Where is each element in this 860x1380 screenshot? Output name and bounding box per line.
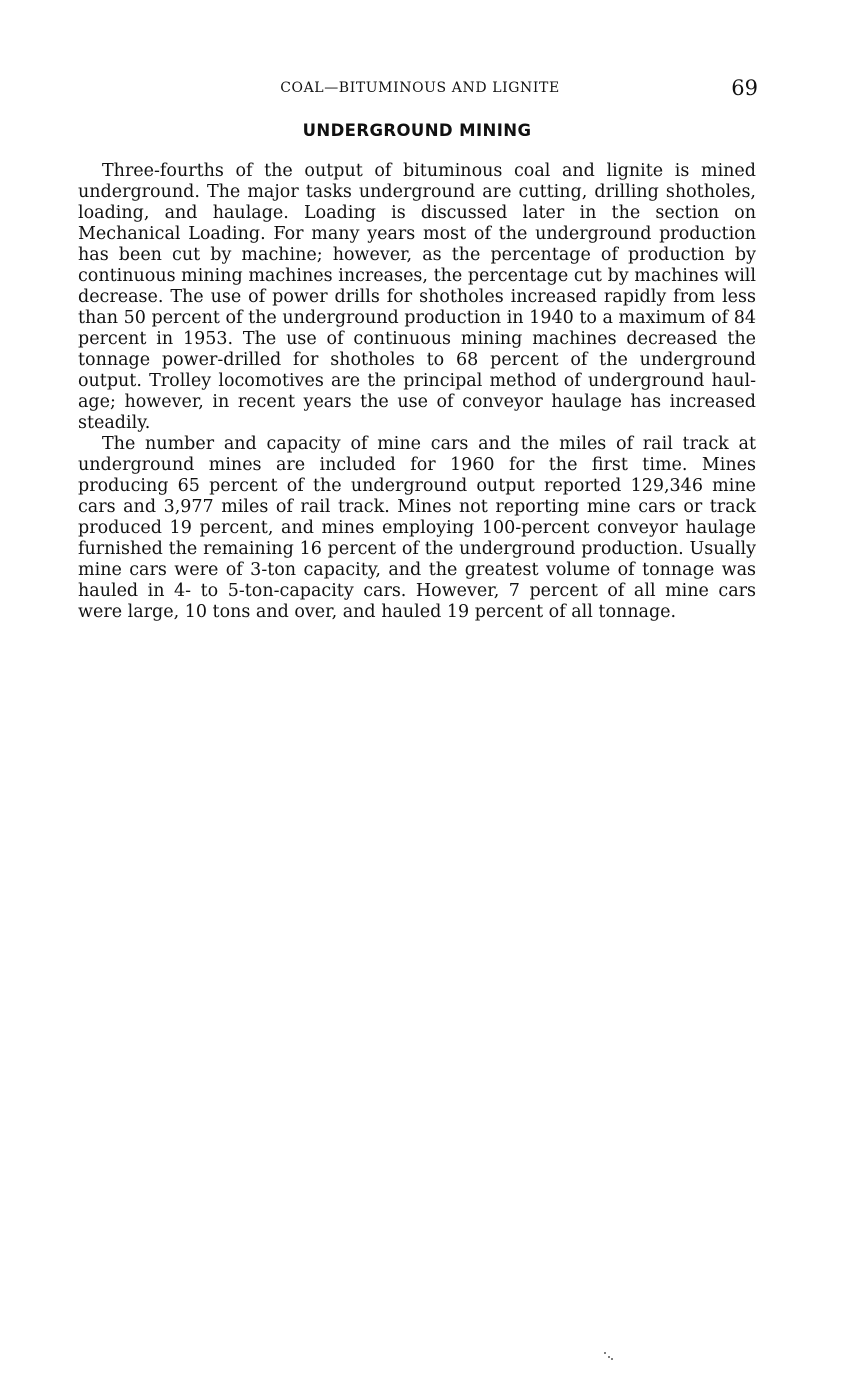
page-number: 69 bbox=[731, 76, 758, 100]
paragraph: The number and capacity of mine cars and the miles of rail track at underground mines are included for 1960 for the first time. Mines producing 65 percent of the underground output reported 129,346 mine cars and 3,977 miles of rail track. Mines not reporting mine cars or track produced 19 percent, and mines employing 100-percent conveyor haulage furnished the remaining 16 percent of the underground production. Usually mine cars were of 3-ton capacity, and the greatest volume of tonnage was hauled in 4- to 5-ton-capacity cars. However, 7 percent of all mine cars were large, 10 tons and over, and hauled 19 percent of all tonnage. bbox=[78, 434, 756, 622]
section-heading: UNDERGROUND MINING bbox=[302, 121, 532, 140]
scan-speck-mark bbox=[604, 1352, 614, 1362]
body-text bbox=[78, 161, 756, 623]
running-title: COAL—BITUMINOUS AND LIGNITE bbox=[280, 80, 560, 96]
running-header bbox=[0, 76, 860, 104]
paragraph: Three-fourths of the output of bituminous coal and lignite is mined underground. The major tasks underground are cutting, drilling shotholes, loading, and haulage. Loading is discussed later in the section on Mechanical Loading. For many years most of the underground production has been cut by machine; however, as the percentage of production by continuous mining machines increases, the percentage cut by machines will decrease. The use of power drills for shotholes increased rapidly from less than 50 percent of the underground production in 1940 to a maximum of 84 percent in 1953. The use of continuous mining machines decreased the tonnage power-drilled for shotholes to 68 percent of the underground output. Trolley locomotives are the principal method of underground haulage; however, in recent years the use of conveyor haulage has increased steadily. bbox=[78, 161, 756, 433]
